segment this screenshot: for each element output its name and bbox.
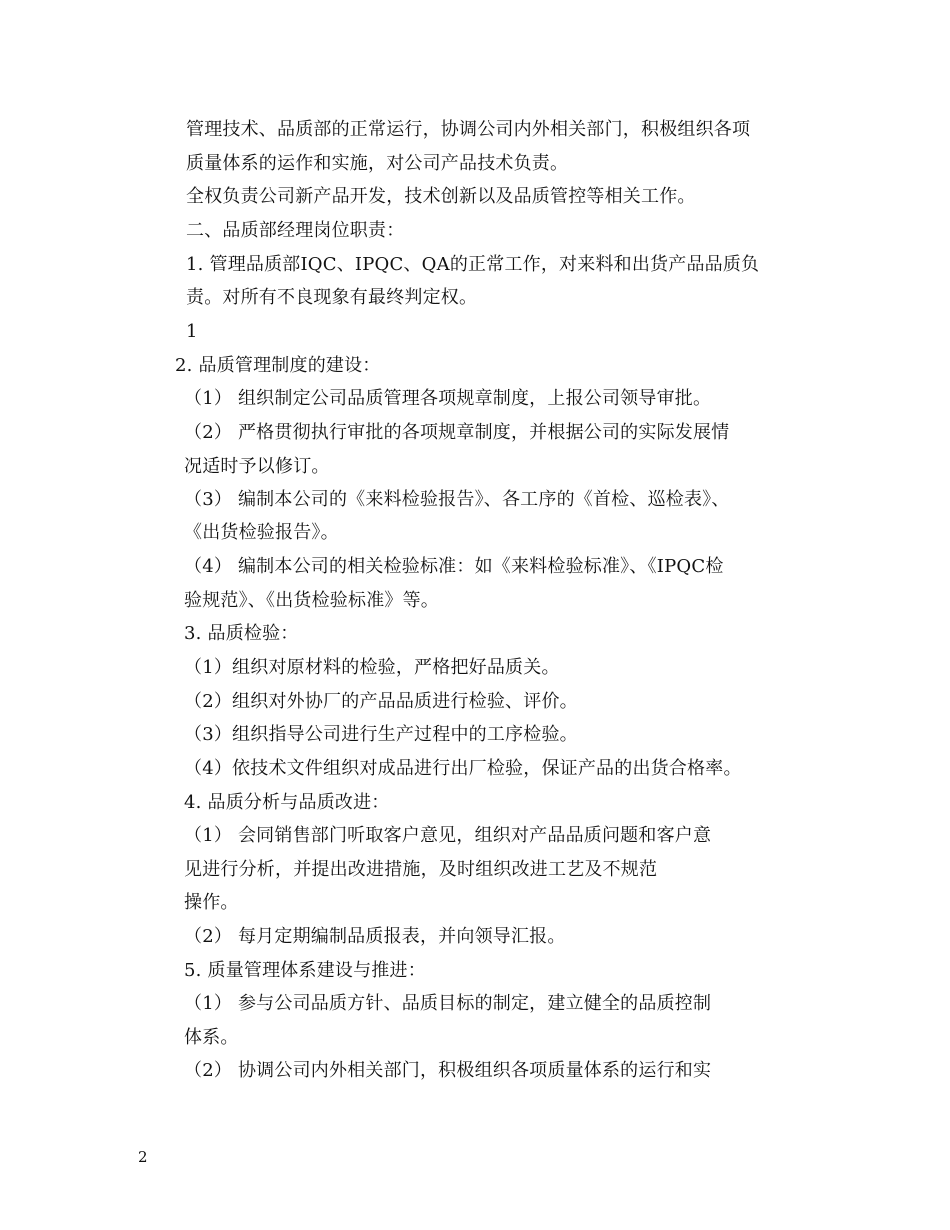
text-line: 操作。 — [184, 892, 239, 913]
text-line: 管理技术、品质部的正常运行，协调公司内外相关部门，积极组织各项 — [186, 119, 751, 140]
list-item: 1. 管理品质部IQC、IPQC、QA的正常工作，对来料和出货产品品质负 — [186, 254, 760, 275]
list-item: （4）依技术文件组织对成品进行出厂检验，保证产品的出货合格率。 — [184, 758, 742, 779]
list-item: 4. 品质分析与品质改进： — [184, 792, 390, 813]
list-item: （2） 每月定期编制品质报表，并向领导汇报。 — [184, 926, 566, 947]
text-line: 质量体系的运作和实施，对公司产品技术负责。 — [186, 153, 569, 174]
list-item: （3） 编制本公司的《来料检验报告》、各工序的《首检、巡检表》、 — [184, 489, 730, 510]
list-item: （1） 组织制定公司品质管理各项规章制度，上报公司领导审批。 — [184, 388, 712, 409]
page-number: 2 — [138, 1148, 148, 1166]
list-item: 2. 品质管理制度的建设： — [175, 355, 381, 376]
list-item: （3）组织指导公司进行生产过程中的工序检验。 — [184, 724, 578, 745]
text-line: 责。对所有不良现象有最终判定权。 — [186, 287, 478, 308]
list-item: （2）组织对外协厂的产品品质进行检验、评价。 — [184, 691, 578, 712]
list-item: 3. 品质检验： — [184, 623, 299, 644]
list-item: （1） 会同销售部门听取客户意见，组织对产品品质问题和客户意 — [184, 825, 712, 846]
text-line: 1 — [186, 321, 198, 342]
text-line: 况适时予以修订。 — [184, 456, 330, 477]
text-line: 全权负责公司新产品开发，技术创新以及品质管控等相关工作。 — [186, 186, 696, 207]
list-item: （4） 编制本公司的相关检验标准：如《来料检验标准》、《IPQC检 — [184, 556, 724, 577]
list-item: 5. 质量管理体系建设与推进： — [184, 960, 426, 981]
text-line: 验规范》、《出货检验标准》等。 — [184, 590, 439, 611]
text-line: 见进行分析，并提出改进措施，及时组织改进工艺及不规范 — [184, 859, 658, 880]
text-line: 《出货检验报告》。 — [184, 522, 339, 543]
list-item: （2） 协调公司内外相关部门，积极组织各项质量体系的运行和实 — [184, 1060, 712, 1081]
list-item: （1）组织对原材料的检验，严格把好品质关。 — [184, 657, 560, 678]
list-item: （1） 参与公司品质方针、品质目标的制定，建立健全的品质控制 — [184, 993, 712, 1014]
text-line: 体系。 — [184, 1027, 239, 1048]
list-item: （2） 严格贯彻执行审批的各项规章制度，并根据公司的实际发展情 — [184, 422, 730, 443]
section-heading: 二、品质部经理岗位职责： — [186, 220, 405, 241]
